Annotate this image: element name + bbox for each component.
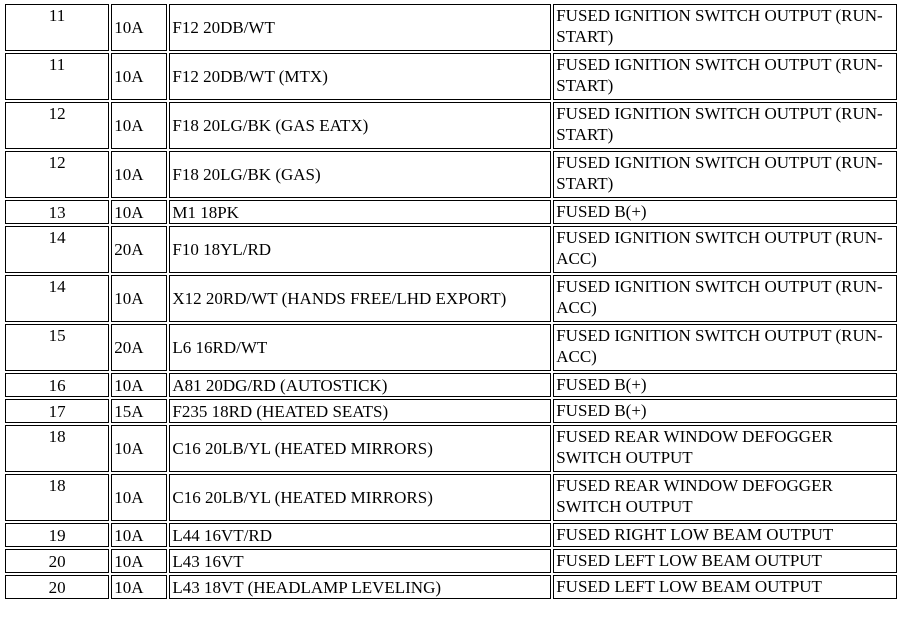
fuse-rating-cell: 10A bbox=[111, 275, 167, 322]
fuse-rating-cell: 15A bbox=[111, 399, 167, 423]
description-cell: FUSED B(+) bbox=[553, 373, 897, 397]
circuit-cell: F235 18RD (HEATED SEATS) bbox=[169, 399, 551, 423]
table-row bbox=[5, 102, 897, 149]
cavity-cell: 18 bbox=[5, 474, 109, 521]
circuit-cell: C16 20LB/YL (HEATED MIRRORS) bbox=[169, 425, 551, 472]
fuse-rating-cell: 10A bbox=[111, 474, 167, 521]
circuit-cell: F18 20LG/BK (GAS EATX) bbox=[169, 102, 551, 149]
circuit-cell: L43 16VT bbox=[169, 549, 551, 573]
circuit-cell: F12 20DB/WT bbox=[169, 4, 551, 51]
fuse-rating-cell: 10A bbox=[111, 575, 167, 599]
fuse-rating-cell: 10A bbox=[111, 151, 167, 198]
table-row bbox=[5, 4, 897, 51]
description-cell: FUSED IGNITION SWITCH OUTPUT (RUN-START) bbox=[553, 4, 897, 51]
fuse-rating-cell: 10A bbox=[111, 102, 167, 149]
description-cell: FUSED IGNITION SWITCH OUTPUT (RUN-START) bbox=[553, 151, 897, 198]
cavity-cell: 20 bbox=[5, 575, 109, 599]
fuse-rating-cell: 10A bbox=[111, 53, 167, 100]
fuse-rating-cell: 10A bbox=[111, 373, 167, 397]
fuse-rating-cell: 20A bbox=[111, 226, 167, 273]
table-row bbox=[5, 474, 897, 521]
description-cell: FUSED LEFT LOW BEAM OUTPUT bbox=[553, 575, 897, 599]
cavity-cell: 20 bbox=[5, 549, 109, 573]
fuse-rating-cell: 10A bbox=[111, 425, 167, 472]
circuit-cell: F18 20LG/BK (GAS) bbox=[169, 151, 551, 198]
description-cell: FUSED IGNITION SWITCH OUTPUT (RUN-START) bbox=[553, 102, 897, 149]
fuse-rating-cell: 20A bbox=[111, 324, 167, 371]
table-row bbox=[5, 226, 897, 273]
fuse-rating-cell: 10A bbox=[111, 4, 167, 51]
circuit-cell: X12 20RD/WT (HANDS FREE/LHD EXPORT) bbox=[169, 275, 551, 322]
description-cell: FUSED IGNITION SWITCH OUTPUT (RUN-START) bbox=[553, 53, 897, 100]
cavity-cell: 17 bbox=[5, 399, 109, 423]
description-cell: FUSED B(+) bbox=[553, 399, 897, 423]
table-row bbox=[5, 425, 897, 472]
fuse-rating-cell: 10A bbox=[111, 200, 167, 224]
fuse-rating-cell: 10A bbox=[111, 549, 167, 573]
table-row bbox=[5, 523, 897, 547]
description-cell: FUSED IGNITION SWITCH OUTPUT (RUN-ACC) bbox=[553, 324, 897, 371]
table-row bbox=[5, 275, 897, 322]
table-row bbox=[5, 53, 897, 100]
table-row bbox=[5, 575, 897, 599]
cavity-cell: 12 bbox=[5, 151, 109, 198]
cavity-cell: 18 bbox=[5, 425, 109, 472]
fuse-table-body bbox=[5, 4, 897, 599]
description-cell: FUSED REAR WINDOW DEFOGGER SWITCH OUTPUT bbox=[553, 474, 897, 521]
table-row bbox=[5, 200, 897, 224]
cavity-cell: 14 bbox=[5, 275, 109, 322]
circuit-cell: L44 16VT/RD bbox=[169, 523, 551, 547]
cavity-cell: 11 bbox=[5, 4, 109, 51]
circuit-cell: F10 18YL/RD bbox=[169, 226, 551, 273]
circuit-cell: C16 20LB/YL (HEATED MIRRORS) bbox=[169, 474, 551, 521]
circuit-cell: F12 20DB/WT (MTX) bbox=[169, 53, 551, 100]
table-row bbox=[5, 373, 897, 397]
description-cell: FUSED RIGHT LOW BEAM OUTPUT bbox=[553, 523, 897, 547]
table-row bbox=[5, 151, 897, 198]
description-cell: FUSED B(+) bbox=[553, 200, 897, 224]
cavity-cell: 12 bbox=[5, 102, 109, 149]
cavity-cell: 15 bbox=[5, 324, 109, 371]
cavity-cell: 13 bbox=[5, 200, 109, 224]
description-cell: FUSED LEFT LOW BEAM OUTPUT bbox=[553, 549, 897, 573]
cavity-cell: 14 bbox=[5, 226, 109, 273]
circuit-cell: M1 18PK bbox=[169, 200, 551, 224]
table-row bbox=[5, 324, 897, 371]
cavity-cell: 11 bbox=[5, 53, 109, 100]
circuit-cell: L43 18VT (HEADLAMP LEVELING) bbox=[169, 575, 551, 599]
cavity-cell: 16 bbox=[5, 373, 109, 397]
table-row bbox=[5, 549, 897, 573]
description-cell: FUSED IGNITION SWITCH OUTPUT (RUN-ACC) bbox=[553, 226, 897, 273]
table-row bbox=[5, 399, 897, 423]
fuse-table bbox=[3, 2, 899, 601]
description-cell: FUSED IGNITION SWITCH OUTPUT (RUN-ACC) bbox=[553, 275, 897, 322]
cavity-cell: 19 bbox=[5, 523, 109, 547]
description-cell: FUSED REAR WINDOW DEFOGGER SWITCH OUTPUT bbox=[553, 425, 897, 472]
circuit-cell: A81 20DG/RD (AUTOSTICK) bbox=[169, 373, 551, 397]
circuit-cell: L6 16RD/WT bbox=[169, 324, 551, 371]
fuse-rating-cell: 10A bbox=[111, 523, 167, 547]
